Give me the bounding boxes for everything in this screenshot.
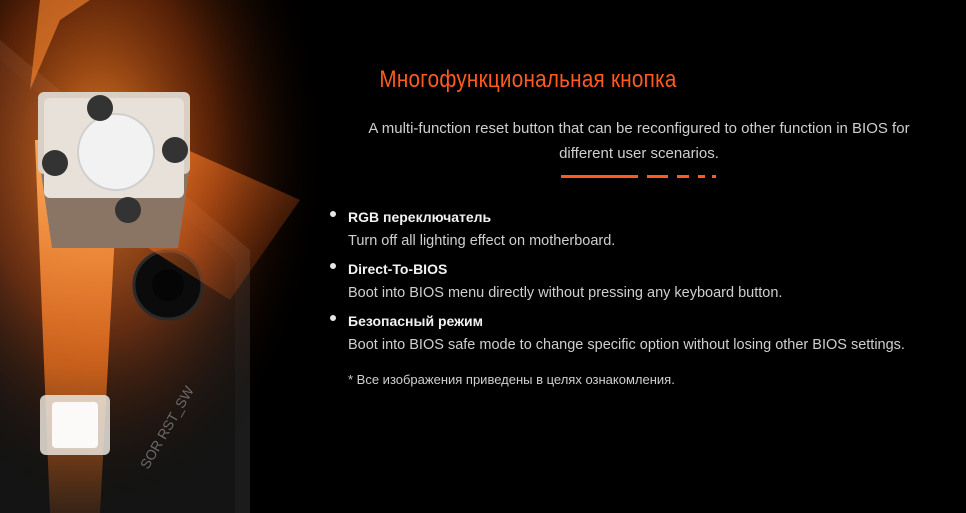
list-item <box>328 258 948 307</box>
feature-name: Direct-To-BIOS <box>348 261 448 277</box>
bullet-icon <box>330 263 336 269</box>
list-item <box>328 206 948 255</box>
feature-list <box>328 206 948 362</box>
bullet-icon <box>330 211 336 217</box>
title-divider <box>561 175 721 179</box>
list-item <box>328 310 948 359</box>
feature-name: Безопасный режим <box>348 313 483 329</box>
feature-description: Boot into BIOS safe mode to change specific option without losing other BIOS settings. <box>348 337 905 353</box>
feature-description: Boot into BIOS menu directly without pressing any keyboard button. <box>348 285 783 301</box>
feature-description: Turn off all lighting effect on motherboard. <box>348 233 616 249</box>
bullet-icon <box>330 315 336 321</box>
section-subtitle: A multi-function reset button that can be reconfigured to other function in BIOS for different user scenarios. <box>368 120 910 162</box>
svg-text:SOR RST_SW: SOR RST_SW <box>136 383 197 472</box>
footnote: * Все изображения приведены в целях ознакомления. <box>348 372 675 387</box>
feature-name: RGB переключатель <box>348 209 492 225</box>
section-title: Многофункциональная кнопка <box>379 66 677 93</box>
